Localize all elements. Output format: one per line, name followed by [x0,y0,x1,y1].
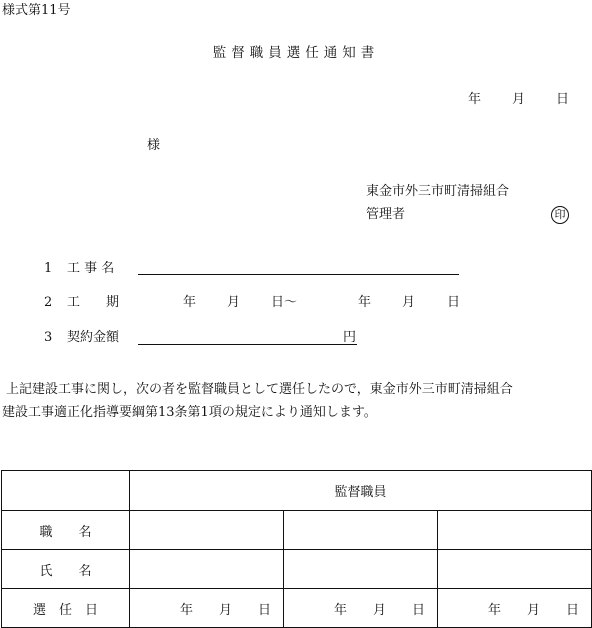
table-header-row [2,471,592,511]
table-row [2,511,592,550]
position-cell-2[interactable] [284,511,438,550]
table-row [2,550,592,589]
period-to-month: 月 [402,295,416,310]
seal-stamp: 印 [551,206,569,224]
table-corner-cell [2,471,130,511]
supervisor-table [1,470,592,628]
period-to-day: 日 [447,295,461,310]
addressee-suffix: 様 [147,138,161,153]
item-3-label: 契約金額 [67,330,120,345]
appointment-date-cell-3[interactable]: 年 月 日 [438,589,592,628]
item-1-number: 1 [44,261,53,276]
issuer-name: 東金市外三市町清掃組合 [366,184,510,199]
table-header-cell: 監督職員 [130,471,592,511]
name-cell-1[interactable] [130,550,284,589]
form-number: 様式第11号 [2,3,71,18]
name-cell-3[interactable] [438,550,592,589]
appointment-date-cell-1[interactable]: 年 月 日 [130,589,284,628]
currency-unit: 円 [343,330,357,345]
date-year: 年 [468,92,482,107]
contract-amount-line [138,344,357,345]
row-label-position: 職 名 [2,511,130,550]
date-day: 日 [556,92,570,107]
period-from-month: 月 [227,295,241,310]
item-1-label: 工 事 名 [67,261,115,276]
period-from-year: 年 [183,295,197,310]
position-cell-1[interactable] [130,511,284,550]
construction-name-line [138,274,459,275]
item-2-number: 2 [44,295,53,310]
period-to-year: 年 [358,295,372,310]
row-label-appointment-date: 選 任 日 [2,589,130,628]
name-cell-2[interactable] [284,550,438,589]
item-3-number: 3 [44,330,53,345]
date-month: 月 [512,92,526,107]
appointment-date-cell-2[interactable]: 年 月 日 [284,589,438,628]
item-2-label: 工 期 [67,295,120,310]
row-label-name: 氏 名 [2,550,130,589]
position-cell-3[interactable] [438,511,592,550]
period-from-day: 日～ [271,295,298,310]
table-row [2,589,592,628]
page-title: 監督職員選任通知書 [212,45,380,61]
notice-text-line-2: 建設工事適正化指導要綱第13条第1項の規定により通知します。 [2,405,377,420]
issuer-role: 管理者 [366,207,406,222]
notice-text-line-1: 上記建設工事に関し，次の者を監督職員として選任したので，東金市外三市町清掃組合 [6,382,513,397]
